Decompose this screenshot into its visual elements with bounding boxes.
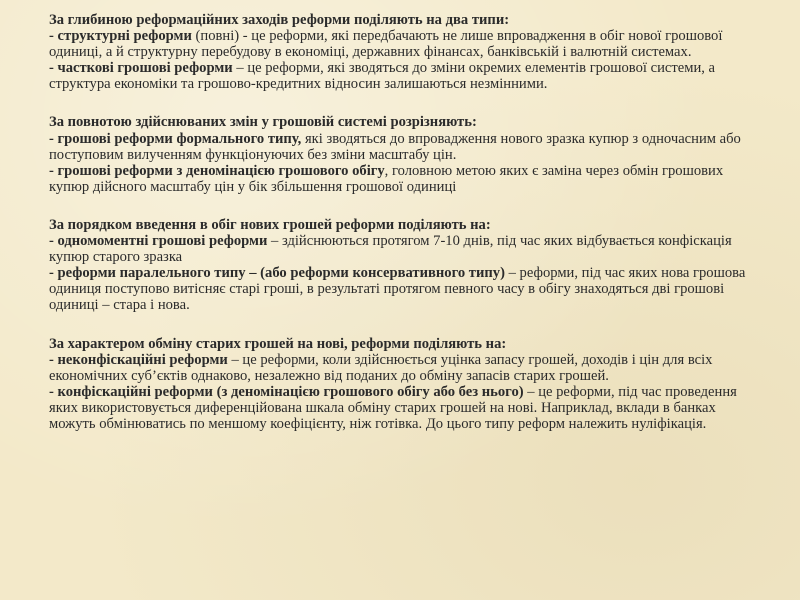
section-heading: За глибиною реформаційних заходів реформи поділяють на два типи: <box>49 12 510 28</box>
section-heading: За порядком введення в обіг нових грошей реформи поділяють на: <box>49 216 491 233</box>
slide-content <box>49 12 761 454</box>
list-item <box>49 28 761 60</box>
item-text: – здійснюються протягом 7-10 днів, під час яких відбувається конфіскація купюр старого зразка <box>49 233 732 266</box>
list-item <box>49 352 761 384</box>
section-heading: За характером обміну старих грошей на нові, реформи поділяють на: <box>49 335 507 352</box>
item-text: , головною метою яких є заміна через обмін грошових купюр дійсного масштабу цін у бік збільшення грошової одиниці <box>49 162 724 195</box>
list-item <box>49 163 761 195</box>
section-depth <box>49 12 761 92</box>
list-item <box>49 233 761 265</box>
item-term: - одномоментні грошові реформи <box>49 233 268 250</box>
list-item <box>49 60 761 92</box>
item-text: – це реформи, коли здійснюється уцінка запасу грошей, доходів і цін для всіх економічних суб’єктів однаково, незалежно від поданих до обміну запасів старих грошей. <box>49 351 713 384</box>
item-text: – це реформи, які зводяться до зміни окремих елементів грошової системи, а структура економіки та грошово-кредитних відносин залишаються незмінними. <box>49 60 716 93</box>
item-text: які зводяться до впровадження нового зразка купюр з одночасним або поступовим вилученням функціонуючих без зміни масштабу цін. <box>49 130 741 163</box>
section-completeness <box>49 114 761 194</box>
item-term: - грошові реформи з деномінацією грошового обігу <box>49 162 385 179</box>
item-term: - грошові реформи формального типу, <box>49 130 302 147</box>
item-term: - структурні реформи <box>49 28 192 45</box>
item-term: - неконфіскаційні реформи <box>49 351 228 368</box>
section-heading: За повнотою здійснюваних змін у грошовій системі розрізняють: <box>49 114 477 131</box>
item-text: (повні) - це реформи, які передбачають не лише впровадження в обіг нової грошової одиниці, а й структурну перебудову в економіці, державних фінансах, банківській і валютній системах. <box>49 28 723 61</box>
list-item <box>49 384 761 432</box>
section-introduction-order <box>49 217 761 314</box>
list-item <box>49 131 761 163</box>
item-term: - конфіскаційні реформи (з деномінацією грошового обігу або без нього) <box>49 383 524 400</box>
item-term: - часткові грошові реформи <box>49 60 233 77</box>
item-term: - реформи паралельного типу – (або реформи консервативного типу) <box>49 265 505 282</box>
section-exchange-nature <box>49 336 761 433</box>
list-item <box>49 265 761 313</box>
item-text: – реформи, під час яких нова грошова одиниця поступово витісняє старі гроші, в результаті протягом певного часу в обігу знаходяться дві грошові одиниці – стара і нова. <box>49 265 746 314</box>
item-text: – це реформи, під час проведення яких використовується диференційована шкала обміну старих грошей на нові. Наприклад, вклади в банках можуть обмінюватись по меншому коефіцієнту, ніж готівка. До цього типу реформ належить нуліфікація. <box>49 383 737 432</box>
